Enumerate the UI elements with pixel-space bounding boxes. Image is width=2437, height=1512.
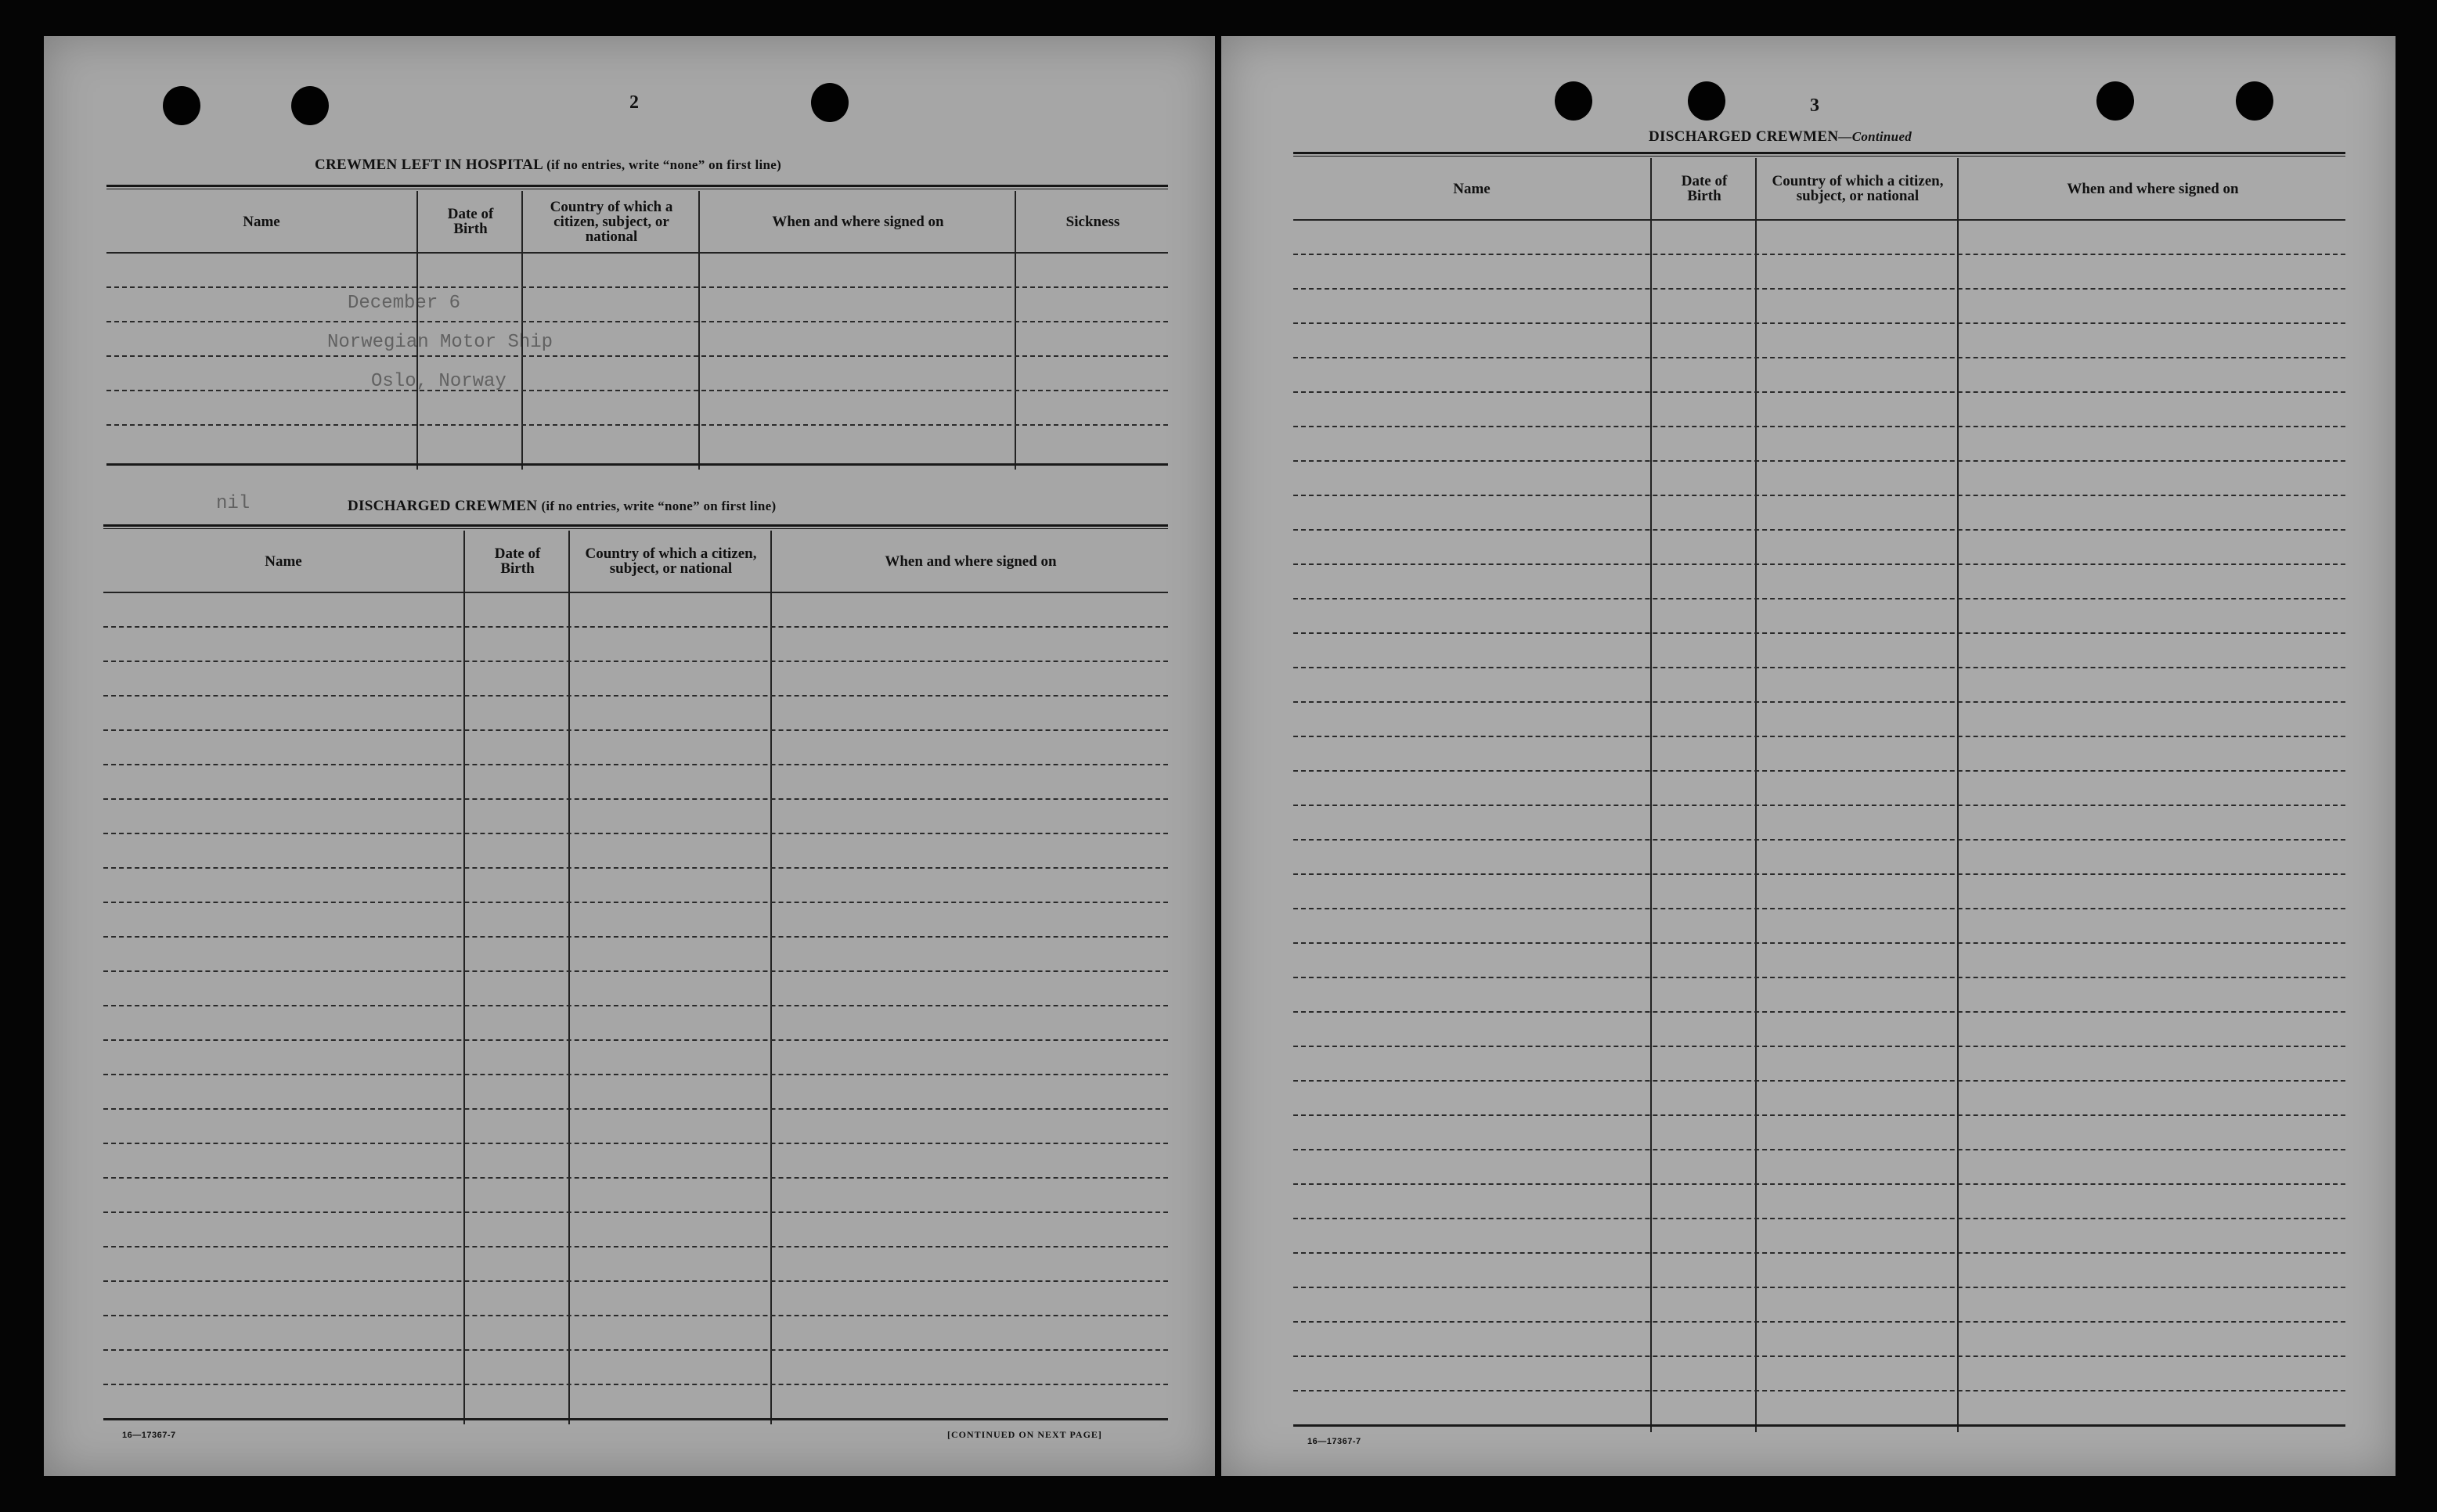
page-number: 2 [629, 92, 639, 113]
col-header-country: Country of which a citizen, subject, or national [550, 198, 673, 245]
ruled-line [103, 764, 1168, 765]
ruled-line [1293, 873, 2345, 875]
ruled-line [103, 729, 1168, 731]
ruled-line [1293, 288, 2345, 290]
hospital-table [106, 185, 1168, 470]
ruled-line [1293, 1218, 2345, 1219]
discharged-continued-title: DISCHARGED CREWMEN—Continued [1649, 128, 1912, 145]
ruled-line [103, 902, 1168, 903]
ruled-line [103, 798, 1168, 800]
ruled-line [1293, 322, 2345, 324]
ruled-line [1293, 1287, 2345, 1288]
ruled-line [1293, 426, 2345, 427]
punch-hole [811, 83, 849, 122]
col-header-name: Name [265, 553, 302, 570]
ruled-line [103, 867, 1168, 869]
bleed-through-text: Norwegian Motor Ship [327, 332, 553, 353]
ruled-line [103, 1177, 1168, 1179]
col-header-country: Country of which a citizen, subject, or national [1772, 173, 1944, 204]
col-header-signed-on: When and where signed on [885, 553, 1057, 570]
ruled-line [103, 1246, 1168, 1247]
ruled-line [103, 661, 1168, 662]
ruled-line [103, 1349, 1168, 1351]
ruled-line [1293, 1252, 2345, 1254]
ruled-line [1293, 667, 2345, 668]
form-code: 16—17367-7 [1307, 1437, 1361, 1446]
bleed-through-text: nil [216, 493, 251, 514]
discharged-table [103, 524, 1168, 1424]
col-header-country: Country of which a citizen, subject, or national [585, 545, 757, 577]
punch-hole [2236, 81, 2273, 121]
col-header-date-of-birth: Date of Birth [447, 206, 494, 237]
ruled-line [103, 1280, 1168, 1282]
ruled-line [103, 1005, 1168, 1006]
ruled-line [1293, 529, 2345, 531]
ruled-line [1293, 632, 2345, 634]
ruled-line [1293, 1355, 2345, 1357]
col-header-name: Name [1453, 180, 1491, 197]
bleed-through-text: Oslo, Norway [371, 371, 507, 392]
col-header-signed-on: When and where signed on [772, 213, 944, 230]
discharged-continued-table [1293, 152, 2345, 1432]
ruled-line [1293, 1046, 2345, 1047]
discharged-section-title: DISCHARGED CREWMEN (if no entries, write “none” on first line) [348, 498, 777, 514]
ruled-line [1293, 1390, 2345, 1391]
ruled-line [1293, 1149, 2345, 1150]
form-code: 16—17367-7 [122, 1431, 176, 1440]
ruled-line [1293, 495, 2345, 496]
right-page [1221, 36, 2396, 1476]
ruled-line [1293, 736, 2345, 737]
col-header-name: Name [243, 213, 280, 230]
punch-hole [1555, 81, 1592, 121]
ruled-line [1293, 1011, 2345, 1013]
ruled-line [103, 1384, 1168, 1385]
ruled-line [103, 1143, 1168, 1144]
ruled-line [1293, 357, 2345, 358]
hospital-section-title: CREWMEN LEFT IN HOSPITAL (if no entries, write “none” on first line) [315, 157, 782, 173]
col-header-signed-on: When and where signed on [2067, 180, 2239, 197]
col-header-date-of-birth: Date of Birth [1681, 173, 1728, 204]
ruled-line [1293, 942, 2345, 944]
ruled-line [1293, 460, 2345, 462]
ruled-line [103, 626, 1168, 628]
punch-hole [1688, 81, 1725, 121]
ruled-line [103, 1315, 1168, 1316]
ruled-line [1293, 1183, 2345, 1185]
ruled-line [1293, 1114, 2345, 1116]
col-header-sickness: Sickness [1065, 213, 1120, 230]
ruled-line [1293, 770, 2345, 772]
ruled-line [103, 1039, 1168, 1041]
left-page [44, 36, 1215, 1476]
ruled-line [103, 1074, 1168, 1075]
ruled-line [1293, 908, 2345, 909]
continued-note: [CONTINUED ON NEXT PAGE] [947, 1429, 1102, 1440]
ruled-line [1293, 1321, 2345, 1323]
ruled-line [1293, 598, 2345, 599]
ruled-line [103, 936, 1168, 938]
ruled-line [103, 970, 1168, 972]
punch-hole [291, 86, 329, 125]
ruled-line [1293, 701, 2345, 703]
col-header-date-of-birth: Date of Birth [494, 545, 541, 577]
ruled-line [1293, 1080, 2345, 1082]
ruled-line [103, 833, 1168, 834]
ruled-line [1293, 805, 2345, 806]
ruled-line [103, 1108, 1168, 1110]
ruled-line [1293, 391, 2345, 393]
ruled-line [1293, 254, 2345, 255]
ruled-line [103, 695, 1168, 697]
bleed-through-text: December 6 [348, 293, 461, 314]
ruled-line [1293, 977, 2345, 978]
ruled-line [103, 1211, 1168, 1213]
ruled-line [1293, 563, 2345, 565]
punch-hole [163, 86, 200, 125]
punch-hole [2096, 81, 2134, 121]
page-number: 3 [1810, 95, 1819, 116]
ruled-line [1293, 839, 2345, 841]
